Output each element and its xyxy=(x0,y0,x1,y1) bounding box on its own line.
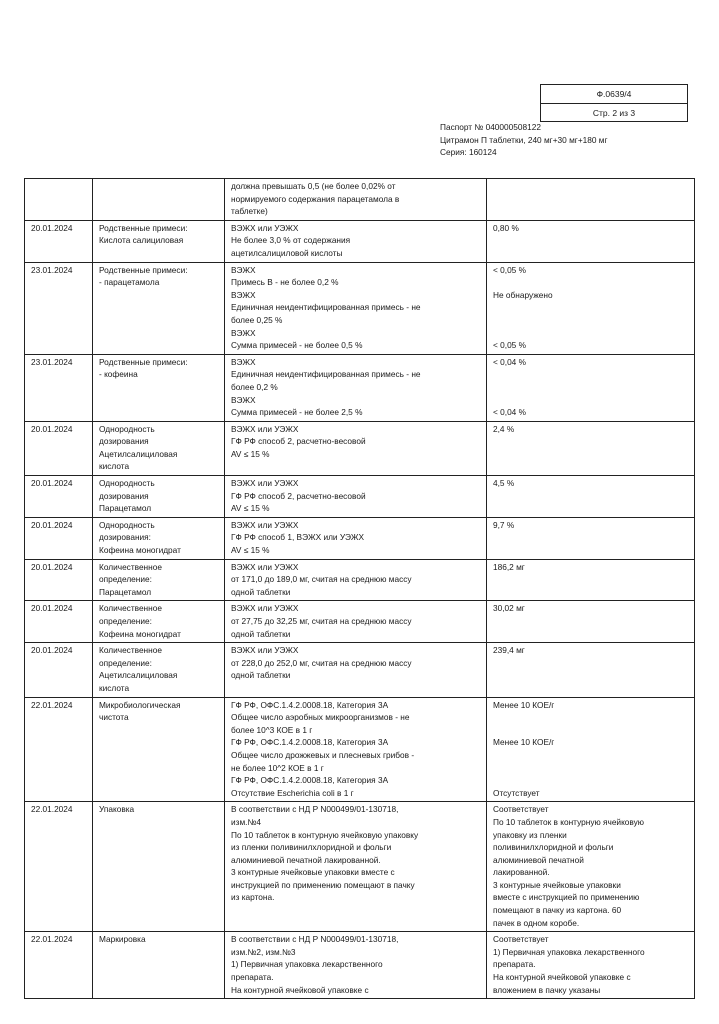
cell-line: Соответствует xyxy=(493,934,549,945)
table-row xyxy=(25,559,695,601)
cell-line: лакированной. xyxy=(493,867,550,878)
cell-line xyxy=(31,180,87,193)
cell-line: ВЭЖХ xyxy=(231,327,256,338)
cell-line: ВЭЖХ или УЭЖХ xyxy=(231,603,299,614)
cell-line: не более 10^2 КОЕ в 1 г xyxy=(231,762,324,773)
cell-line: Отсутствие Escherichia coli в 1 г xyxy=(231,787,354,798)
cell-line: одной таблетки xyxy=(231,670,291,681)
cell-line: алюминиевой печатной лакированной. xyxy=(231,854,381,865)
table-row xyxy=(25,179,695,221)
cell-line: определение: xyxy=(99,574,152,585)
cell-line: от 27,75 до 32,25 мг, считая на среднюю массу xyxy=(231,616,412,626)
cell-line: < 0,04 % xyxy=(493,356,526,367)
cell-line: Соответствует xyxy=(493,804,549,815)
cell-line: < 0,05 % xyxy=(493,340,526,351)
cell-line: ВЭЖХ xyxy=(231,356,256,367)
table-row xyxy=(25,643,695,697)
cell-line: ВЭЖХ или УЭЖХ xyxy=(231,645,299,656)
cell-line xyxy=(493,762,689,775)
date-cell xyxy=(25,643,93,697)
cell-line: 20.01.2024 xyxy=(31,519,73,530)
cell-line: определение: xyxy=(99,657,152,668)
cell-line: Не более 3,0 % от содержания xyxy=(231,235,351,246)
cell-line: 20.01.2024 xyxy=(31,222,73,233)
parameter-cell xyxy=(93,643,225,697)
cell-line: В соответствии с НД Р N000499/01-130718, xyxy=(231,934,399,945)
cell-line: от 228,0 до 252,0 мг, считая на среднюю массу xyxy=(231,657,412,668)
cell-line xyxy=(493,368,689,381)
cell-line xyxy=(493,314,689,327)
cell-line: 4,5 % xyxy=(493,478,515,489)
cell-line: ВЭЖХ или УЭЖХ xyxy=(231,478,299,489)
table-row xyxy=(25,601,695,643)
cell-line: - парацетамола xyxy=(99,277,160,288)
table-row xyxy=(25,354,695,421)
date-cell xyxy=(25,220,93,262)
series-number: Серия: 160124 xyxy=(440,147,497,157)
specification-cell xyxy=(225,517,487,559)
cell-line xyxy=(493,301,689,314)
cell-line: Количественное xyxy=(99,603,162,614)
cell-line: 186,2 мг xyxy=(493,561,525,572)
cell-line: ВЭЖХ xyxy=(231,394,256,405)
cell-line: На контурной ячейковой упаковке с xyxy=(493,972,631,983)
result-cell xyxy=(487,179,695,221)
specification-cell xyxy=(225,354,487,421)
cell-line: Родственные примеси: xyxy=(99,264,188,275)
parameter-cell xyxy=(93,697,225,802)
cell-line: таблетке) xyxy=(231,206,268,217)
cell-line: ВЭЖХ xyxy=(231,264,256,275)
cell-line: одной таблетки xyxy=(231,628,291,639)
cell-line: из картона. xyxy=(231,892,275,903)
cell-line xyxy=(493,180,689,193)
cell-line: ВЭЖХ или УЭЖХ xyxy=(231,423,299,434)
date-cell xyxy=(25,179,93,221)
document-meta xyxy=(440,121,608,159)
cell-line: кислота xyxy=(99,682,130,693)
cell-line xyxy=(493,327,689,340)
cell-line: инструкцией по применению помещают в пачку xyxy=(231,879,415,890)
cell-line: упаковку из пленки xyxy=(493,829,567,840)
cell-line: 2,4 % xyxy=(493,423,515,434)
cell-line: Кофеина моногидрат xyxy=(99,628,181,639)
cell-line: ГФ РФ, ОФС.1.4.2.0008.18, Категория 3А xyxy=(231,775,389,786)
cell-line: Общее число дрожжевых и плесневых грибов - xyxy=(231,749,415,760)
cell-line: более 0,25 % xyxy=(231,314,283,325)
cell-line: Кофеина моногидрат xyxy=(99,545,181,556)
specification-cell xyxy=(225,643,487,697)
cell-line: 22.01.2024 xyxy=(31,699,73,710)
cell-line: Ацетилсалициловая xyxy=(99,448,178,459)
specification-cell xyxy=(225,697,487,802)
specification-cell xyxy=(225,932,487,999)
result-cell xyxy=(487,262,695,354)
result-cell xyxy=(487,476,695,518)
cell-line: 23.01.2024 xyxy=(31,264,73,275)
passport-number: Паспорт № 040000508122 xyxy=(440,122,541,132)
cell-line: По 10 таблеток в контурную ячейковую xyxy=(493,816,645,827)
cell-line: Сумма примесей - не более 0,5 % xyxy=(231,340,363,351)
cell-line: 0,80 % xyxy=(493,222,519,233)
cell-line xyxy=(493,774,689,787)
parameter-cell xyxy=(93,354,225,421)
cell-line: AV ≤ 15 % xyxy=(231,448,270,459)
cell-line xyxy=(493,711,689,724)
specification-cell xyxy=(225,559,487,601)
cell-line: На контурной ячейковой упаковке с xyxy=(231,984,369,995)
form-code-box xyxy=(540,84,688,122)
date-cell xyxy=(25,517,93,559)
table-row xyxy=(25,697,695,802)
cell-line: Кислота салициловая xyxy=(99,235,184,246)
table-row xyxy=(25,932,695,999)
cell-line xyxy=(99,180,219,193)
parameter-cell xyxy=(93,262,225,354)
parameter-cell xyxy=(93,517,225,559)
cell-line: 20.01.2024 xyxy=(31,561,73,572)
cell-line: 23.01.2024 xyxy=(31,356,73,367)
date-cell xyxy=(25,932,93,999)
parameter-cell xyxy=(93,220,225,262)
cell-line: 22.01.2024 xyxy=(31,934,73,945)
specification-cell xyxy=(225,421,487,475)
cell-line: Отсутствует xyxy=(493,787,540,798)
cell-line: Единичная неидентифицированная примесь - не xyxy=(231,369,421,380)
result-cell xyxy=(487,802,695,932)
table-row xyxy=(25,262,695,354)
cell-line: Парацетамол xyxy=(99,503,152,514)
specification-cell xyxy=(225,179,487,221)
cell-line xyxy=(493,724,689,737)
table-row xyxy=(25,220,695,262)
cell-line: В соответствии с НД Р N000499/01-130718, xyxy=(231,804,399,815)
cell-line: 1) Первичная упаковка лекарственного xyxy=(231,959,383,970)
specification-cell xyxy=(225,802,487,932)
cell-line: Единичная неидентифицированная примесь - не xyxy=(231,302,421,313)
form-code: Ф.0639/4 xyxy=(596,89,632,99)
table-row xyxy=(25,802,695,932)
cell-line: AV ≤ 15 % xyxy=(231,545,270,556)
cell-line: 20.01.2024 xyxy=(31,603,73,614)
cell-line: ГФ РФ, ОФС.1.4.2.0008.18, Категория 3А xyxy=(231,699,389,710)
cell-line xyxy=(493,394,689,407)
cell-line: помещают в пачку из картона. 60 xyxy=(493,905,622,916)
cell-line xyxy=(493,381,689,394)
cell-line: более 0,2 % xyxy=(231,381,278,392)
cell-line: вложением в пачку указаны xyxy=(493,984,601,995)
cell-line: дозирования xyxy=(99,436,149,447)
quality-results-table xyxy=(24,178,695,999)
cell-line: Однородность xyxy=(99,423,155,434)
cell-line: препарата. xyxy=(231,972,274,983)
result-cell xyxy=(487,932,695,999)
date-cell xyxy=(25,476,93,518)
result-cell xyxy=(487,220,695,262)
cell-line: от 171,0 до 189,0 мг, считая на среднюю массу xyxy=(231,574,412,585)
cell-line: алюминиевой печатной xyxy=(493,854,584,865)
cell-line: Ацетилсалициловая xyxy=(99,670,178,681)
cell-line: < 0,04 % xyxy=(493,407,526,418)
cell-line: 20.01.2024 xyxy=(31,645,73,656)
parameter-cell xyxy=(93,802,225,932)
cell-line: Родственные примеси: xyxy=(99,356,188,367)
cell-line: поливинилхлоридной и фольги xyxy=(493,842,614,853)
cell-line: определение: xyxy=(99,616,152,626)
cell-line xyxy=(493,749,689,762)
cell-line: вместе с инструкцией по применению xyxy=(493,892,640,903)
cell-line: чистота xyxy=(99,712,129,723)
result-cell xyxy=(487,354,695,421)
cell-line: Сумма примесей - не более 2,5 % xyxy=(231,407,363,418)
date-cell xyxy=(25,262,93,354)
cell-line: 20.01.2024 xyxy=(31,478,73,489)
table-row xyxy=(25,421,695,475)
cell-line: ГФ РФ, ОФС.1.4.2.0008.18, Категория 3А xyxy=(231,737,389,748)
cell-line: AV ≤ 15 % xyxy=(231,503,270,514)
cell-line: 3 контурные ячейковые упаковки xyxy=(493,879,621,890)
specification-cell xyxy=(225,601,487,643)
cell-line: препарата. xyxy=(493,959,536,970)
cell-line: Менее 10 КОЕ/г xyxy=(493,737,555,748)
cell-line: Родственные примеси: xyxy=(99,222,188,233)
parameter-cell xyxy=(93,601,225,643)
cell-line: нормируемого содержания парацетамола в xyxy=(231,193,400,204)
result-cell xyxy=(487,421,695,475)
cell-line: Однородность xyxy=(99,519,155,530)
result-cell xyxy=(487,643,695,697)
cell-line: 239,4 мг xyxy=(493,645,525,656)
table-row xyxy=(25,476,695,518)
cell-line: ГФ РФ способ 2, расчетно-весовой xyxy=(231,490,366,501)
cell-line: Примесь В - не более 0,2 % xyxy=(231,277,339,288)
cell-line: Общее число аэробных микроорганизмов - не xyxy=(231,712,410,723)
cell-line: 20.01.2024 xyxy=(31,423,73,434)
cell-line: ВЭЖХ или УЭЖХ xyxy=(231,561,299,572)
cell-line: более 10^3 КОЕ в 1 г xyxy=(231,724,313,735)
cell-line xyxy=(493,276,689,289)
result-cell xyxy=(487,697,695,802)
cell-line: Однородность xyxy=(99,478,155,489)
cell-line: ВЭЖХ xyxy=(231,289,256,300)
cell-line: 3 контурные ячейковые упаковки вместе с xyxy=(231,867,395,878)
parameter-cell xyxy=(93,559,225,601)
cell-line: Микробиологическая xyxy=(99,699,181,710)
date-cell xyxy=(25,421,93,475)
cell-line: 9,7 % xyxy=(493,519,515,530)
parameter-cell xyxy=(93,932,225,999)
cell-line: 22.01.2024 xyxy=(31,804,73,815)
table-row xyxy=(25,517,695,559)
page-number: Стр. 2 из 3 xyxy=(541,103,687,122)
cell-line: Количественное xyxy=(99,645,162,656)
cell-line: Маркировка xyxy=(99,934,146,945)
cell-line: дозирования: xyxy=(99,532,151,543)
cell-line: Не обнаружено xyxy=(493,289,553,300)
date-cell xyxy=(25,559,93,601)
product-name: Цитрамон П таблетки, 240 мг+30 мг+180 мг xyxy=(440,134,608,145)
specification-cell xyxy=(225,476,487,518)
cell-line: одной таблетки xyxy=(231,586,291,597)
cell-line: ацетилсалициловой кислоты xyxy=(231,247,343,258)
cell-line: По 10 таблеток в контурную ячейковую упаковку xyxy=(231,829,419,840)
result-cell xyxy=(487,601,695,643)
cell-line: кислота xyxy=(99,461,130,472)
cell-line: Парацетамол xyxy=(99,586,152,597)
cell-line: дозирования xyxy=(99,490,149,501)
cell-line: ГФ РФ способ 2, расчетно-весовой xyxy=(231,436,366,447)
date-cell xyxy=(25,802,93,932)
cell-line: изм.№2, изм.№3 xyxy=(231,946,296,957)
date-cell xyxy=(25,697,93,802)
cell-line: ВЭЖХ или УЭЖХ xyxy=(231,222,299,233)
date-cell xyxy=(25,354,93,421)
cell-line: ВЭЖХ или УЭЖХ xyxy=(231,519,299,530)
cell-line: < 0,05 % xyxy=(493,264,526,275)
cell-line: - кофеина xyxy=(99,369,138,380)
result-cell xyxy=(487,559,695,601)
cell-line: пачек в одном коробе. xyxy=(493,917,580,928)
cell-line: 30,02 мг xyxy=(493,603,525,614)
specification-cell xyxy=(225,262,487,354)
cell-line: должна превышать 0,5 (не более 0,02% от xyxy=(231,181,396,191)
specification-cell xyxy=(225,220,487,262)
cell-line: ГФ РФ способ 1, ВЭЖХ или УЭЖХ xyxy=(231,532,365,543)
result-cell xyxy=(487,517,695,559)
cell-line: Менее 10 КОЕ/г xyxy=(493,699,555,710)
cell-line: Упаковка xyxy=(99,804,135,815)
cell-line: Количественное xyxy=(99,561,162,572)
date-cell xyxy=(25,601,93,643)
cell-line: 1) Первичная упаковка лекарственного xyxy=(493,946,645,957)
parameter-cell xyxy=(93,476,225,518)
cell-line: из пленки поливинилхлоридной и фольги xyxy=(231,842,392,853)
parameter-cell xyxy=(93,179,225,221)
cell-line: изм.№4 xyxy=(231,816,261,827)
parameter-cell xyxy=(93,421,225,475)
